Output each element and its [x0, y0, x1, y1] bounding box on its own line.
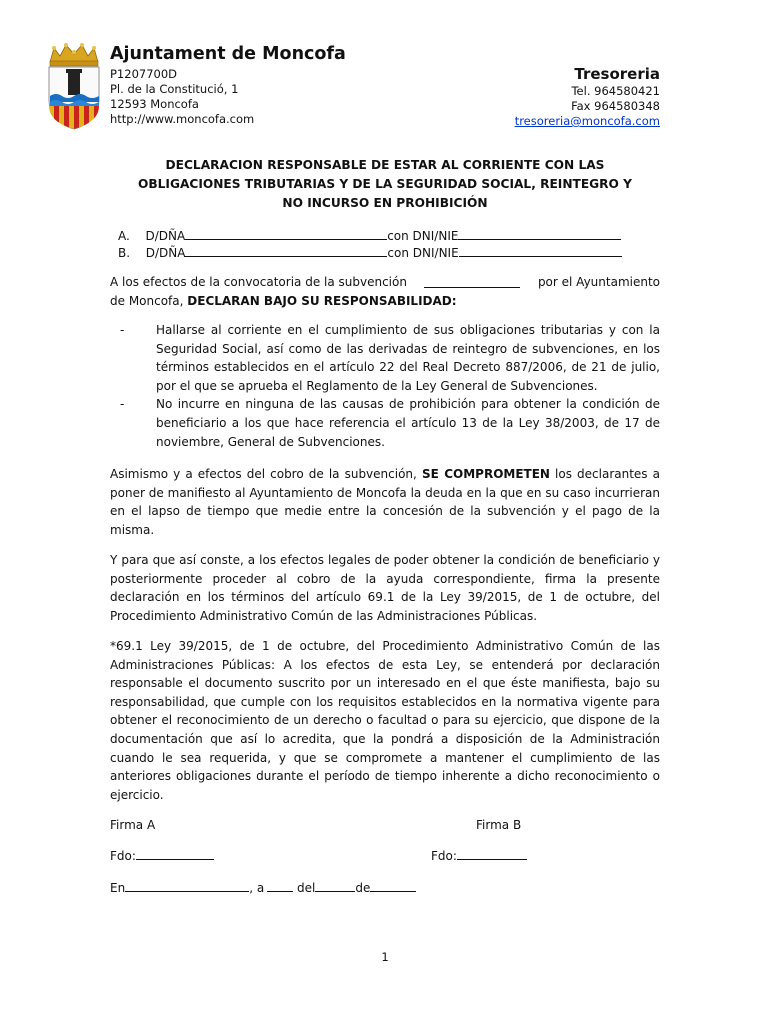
- declarant-name-field[interactable]: [185, 244, 387, 257]
- declarant-id-field[interactable]: [458, 227, 621, 240]
- commitment-text-end: los declarantes a poner de manifiesto al Ayuntamiento de Moncofa la deuda en la que en su caso incurrieran en el lapso de tiempo que medie entre la concesión de la subvención y el pago de la misma.: [110, 467, 660, 537]
- declaration-heading: DECLARAN BAJO SU RESPONSABILIDAD:: [187, 293, 457, 308]
- date-de-label: de: [355, 881, 371, 895]
- declarant-id-label: con DNI/NIE: [387, 246, 459, 260]
- bullet-text: No incurre en ninguna de las causas de prohibición para obtener la condición de beneficiario a los que hace referencia el artículo 13 de la Ley 38/2003, de 17 de noviembre, General de Subvenciones.: [156, 397, 660, 449]
- intro-text-end: por el Ayuntamiento: [537, 275, 660, 289]
- signature-a-fdo: [110, 847, 214, 863]
- month-field[interactable]: [315, 879, 355, 892]
- declarant-id-field[interactable]: [459, 244, 622, 257]
- list-item: [110, 395, 660, 451]
- department-contact-block: [515, 64, 660, 129]
- declaration-bullet-list: [110, 321, 660, 451]
- fdo-label: Fdo:: [110, 849, 136, 863]
- signature-b-fdo: [431, 847, 527, 863]
- declarant-id-label: con DNI/NIE: [387, 229, 459, 243]
- bullet-marker: -: [120, 397, 125, 412]
- intro-paragraph: [110, 273, 660, 310]
- title-line-3: NO INCURSO EN PROHIBICIÓN: [282, 196, 488, 210]
- department-email-link[interactable]: tresoreria@moncofa.com: [514, 114, 660, 128]
- department-phone: Tel. 964580421: [571, 84, 660, 98]
- date-del-label: del: [297, 881, 316, 895]
- intro-text-start: A los efectos de la convocatoria de la subvención: [110, 275, 407, 289]
- date-place-line: [110, 879, 416, 895]
- date-en-label: En: [110, 881, 126, 895]
- department-fax: Fax 964580348: [571, 99, 660, 113]
- page-number: 1: [381, 950, 389, 964]
- commitment-bold: SE COMPROMETEN: [421, 467, 550, 481]
- title-line-2: OBLIGACIONES TRIBUTARIAS Y DE LA SEGURIDAD SOCIAL, REINTEGRO Y: [138, 177, 632, 191]
- declarant-marker: A.: [118, 229, 130, 243]
- intro-text-line2: de Moncofa,: [110, 293, 184, 308]
- title-line-1: DECLARACION RESPONSABLE DE ESTAR AL CORRIENTE CON LAS: [165, 158, 605, 172]
- bullet-text: Hallarse al corriente en el cumplimiento de sus obligaciones tributarias y con la Seguridad Social, así como de las derivadas de reintegro de subvenciones, en los términos establecidos en el artículo 22 del Real Decreto 887/2006, de 21 de julio, por el que se aprueba el Reglamento de la Ley General de Subvenciones.: [156, 323, 660, 393]
- year-field[interactable]: [370, 879, 416, 892]
- declarant-name-field[interactable]: [185, 227, 387, 240]
- commitment-paragraph: [110, 465, 660, 539]
- bullet-marker: -: [120, 323, 125, 337]
- declarant-label: D/DÑA: [145, 229, 186, 243]
- signature-a-name-field[interactable]: [136, 847, 214, 860]
- org-nif: P1207700D: [110, 67, 178, 81]
- signature-b-label: Firma B: [476, 818, 522, 832]
- department-name: Tresoreria: [574, 65, 660, 83]
- date-a-label: , a: [249, 881, 265, 895]
- org-contact-block: [110, 67, 254, 127]
- place-field[interactable]: [125, 879, 249, 892]
- document-title: [110, 156, 660, 213]
- signature-b-name-field[interactable]: [457, 847, 527, 860]
- org-name: Ajuntament de Moncofa: [110, 44, 346, 64]
- commitment-text-start: Asimismo y a efectos del cobro de la subvención,: [110, 467, 417, 481]
- legal-footnote-paragraph: *69.1 Ley 39/2015, de 1 de octubre, del Procedimiento Administrativo Común de las Administraciones Públicas: A los efectos de esta Ley, se entenderá por declaración responsable el documento suscrito por un interesado en el que éste manifiesta, bajo su responsabilidad, que cumple con los requisitos establecidos en la normativa vigente para obtener el reconocimiento de un derecho o facultad o para su ejercicio, que dispone de la documentación que así lo acredita, que la pondrá a disposición de la Administración cuando le sea requerida, y que se compromete a mantener el cumplimiento de las anteriores obligaciones durante el período de tiempo inherente a dicho reconocimiento o ejercicio.: [110, 639, 660, 802]
- moncofa-coat-of-arms: [46, 42, 102, 130]
- subsidy-name-field[interactable]: [424, 275, 520, 288]
- crown-icon: [50, 43, 98, 66]
- org-address: Pl. de la Constitució, 1: [110, 82, 239, 96]
- fdo-label: Fdo:: [431, 849, 457, 863]
- declarant-row-b: [118, 244, 622, 261]
- declarant-row-a: [118, 227, 621, 244]
- declarant-label: D/DÑA: [145, 246, 186, 260]
- declarant-marker: B.: [118, 246, 131, 260]
- signature-a-label: Firma A: [110, 818, 156, 832]
- closing-paragraph: Y para que así conste, a los efectos legales de poder obtener la condición de beneficiario y posteriormente proceder al cobro de la ayuda correspondiente, firma la presente declaración en los términos del artículo 69.1 de la Ley 39/2015, de 1 de octubre, del Procedimiento Administrativo Común de las Administraciones Públicas.: [110, 553, 660, 623]
- day-field[interactable]: [267, 879, 293, 892]
- org-website: http://www.moncofa.com: [110, 112, 255, 126]
- list-item: [110, 321, 660, 395]
- org-city: 12593 Moncofa: [110, 97, 199, 111]
